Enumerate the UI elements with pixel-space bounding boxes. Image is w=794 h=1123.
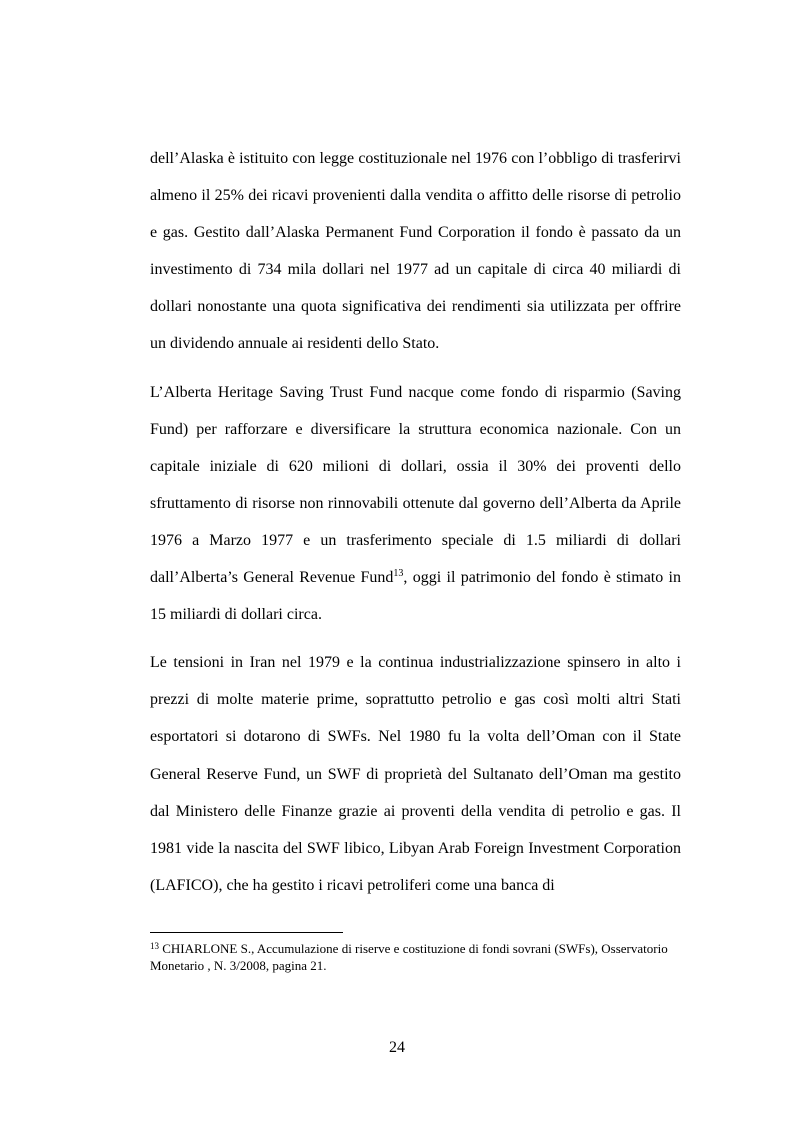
paragraph-alberta-fund <box>150 374 681 634</box>
paragraph-alberta-text-after: , oggi il patrimonio del fondo è stimato in 15 miliardi di dollari circa. <box>150 569 681 624</box>
footnote <box>150 940 681 974</box>
paragraph-alaska-fund: dell’Alaska è istituito con legge costituzionale nel 1976 con l’obbligo di trasferirvi almeno il 25% dei ricavi provenienti dalla vendita o affitto delle risorse di petrolio e gas. Gestito dall’Alaska Permanent Fund Corporation il fondo è passato da un investimento di 734 mila dollari nel 1977 ad un capitale di circa 40 miliardi di dollari nonostante una quota significativa dei rendimenti sia utilizzata per offrire un dividendo annuale ai residenti dello Stato. <box>150 150 681 353</box>
footnote-reference: 13 <box>393 568 404 580</box>
paragraph-alberta-text-before: L’Alberta Heritage Saving Trust Fund nacque come fondo di risparmio (Saving Fund) per rafforzare e diversificare la struttura economica nazionale. Con un capitale iniziale di 620 milioni di dollari, ossia il 30% dei proventi dello sfruttamento di risorse non rinnovabili ottenute dal governo dell’Alberta da Aprile 1976 a Marzo 1977 e un trasferimento speciale di 1.5 miliardi di dollari dall’Alberta’s General Revenue Fund <box>150 383 681 587</box>
footnote-text: CHIARLONE S., Accumulazione di riserve e costituzione di fondi sovrani (SWFs), Osservatorio Monetario , N. 3/2008, pagina 21. <box>150 941 668 973</box>
paragraph-iran-oman-libya: Le tensioni in Iran nel 1979 e la continua industrializzazione spinsero in alto i prezzi di molte materie prime, soprattutto petrolio e gas così molti altri Stati esportatori si dotarono di SWFs. Nel 1980 fu la volta dell’Oman con il State General Reserve Fund, un SWF di proprietà del Sultanato dell’Oman ma gestito dal Ministero delle Finanze grazie ai proventi della vendita di petrolio e gas. Il 1981 vide la nascita del SWF libico, Libyan Arab Foreign Investment Corporation (LAFICO), che ha gestito i ricavi petroliferi come una banca di <box>150 654 681 894</box>
footnote-number: 13 <box>150 941 159 951</box>
page-body <box>150 140 681 915</box>
page-number: 24 <box>389 1039 405 1056</box>
footnote-separator <box>150 932 343 933</box>
